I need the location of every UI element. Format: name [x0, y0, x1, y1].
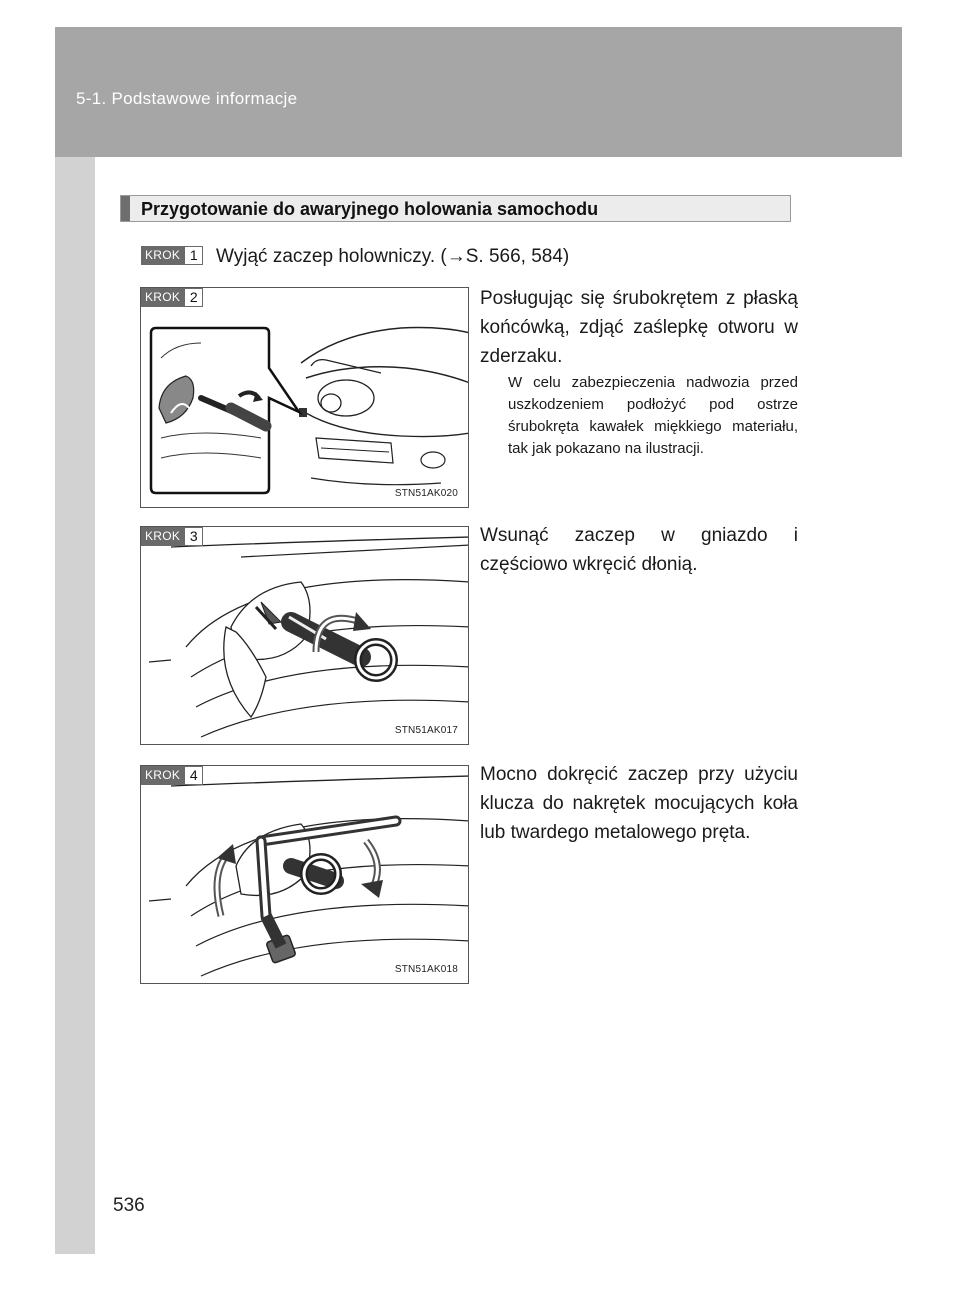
- step-label: KROK: [141, 766, 184, 785]
- step-4-badge: [141, 766, 203, 785]
- step-label: KROK: [141, 288, 184, 307]
- step-3-text: Wsunąć zaczep w gniazdo i częściowo wkręcić dłonią.: [480, 525, 798, 575]
- section-title: Przygotowanie do awaryjnego holowania samochodu: [141, 199, 599, 219]
- step-number: 3: [184, 527, 203, 546]
- figure-code: STN51AK018: [394, 964, 458, 975]
- figure-code: STN51AK020: [394, 488, 458, 499]
- tow-hook-tighten-illustration: [141, 766, 469, 984]
- section-title-box: [120, 195, 791, 222]
- tow-hook-insert-illustration: [141, 527, 469, 745]
- step-2-note: W celu zabezpieczenia nadwozia przed uszkodzeniem podłożyć pod ostrze śrubokręta kawałek miękkiego materiału, tak jak pokazano na ilustracji.: [508, 374, 798, 457]
- title-bar-accent: [121, 196, 130, 221]
- page-number: 536: [113, 1195, 145, 1216]
- step-2-figure: [140, 287, 469, 508]
- step-number: 1: [184, 246, 203, 265]
- step-number: 2: [184, 288, 203, 307]
- step-number: 4: [184, 766, 203, 785]
- step-label: KROK: [141, 246, 184, 265]
- section-header: 5-1. Podstawowe informacje: [76, 89, 298, 108]
- step-2-badge: [141, 288, 203, 307]
- step-label: KROK: [141, 527, 184, 546]
- step-1-text: Wyjąć zaczep holowniczy. (→S. 566, 584): [216, 246, 570, 267]
- bumper-cap-illustration: [141, 288, 469, 508]
- step-4-figure: [140, 765, 469, 984]
- step-4-text: Mocno dokręcić zaczep przy użyciu klucza do nakrętek mocujących koła lub twardego metalowego pręta.: [480, 764, 798, 843]
- step-2-text: Posługując się śrubokrętem z płaską końcówką, zdjąć zaślepkę otworu w zderzaku.: [480, 288, 798, 367]
- step-1-badge: [141, 246, 203, 265]
- figure-code: STN51AK017: [394, 725, 458, 736]
- left-margin-strip: [55, 157, 95, 1254]
- step-3-badge: [141, 527, 203, 546]
- step-3-figure: [140, 526, 469, 745]
